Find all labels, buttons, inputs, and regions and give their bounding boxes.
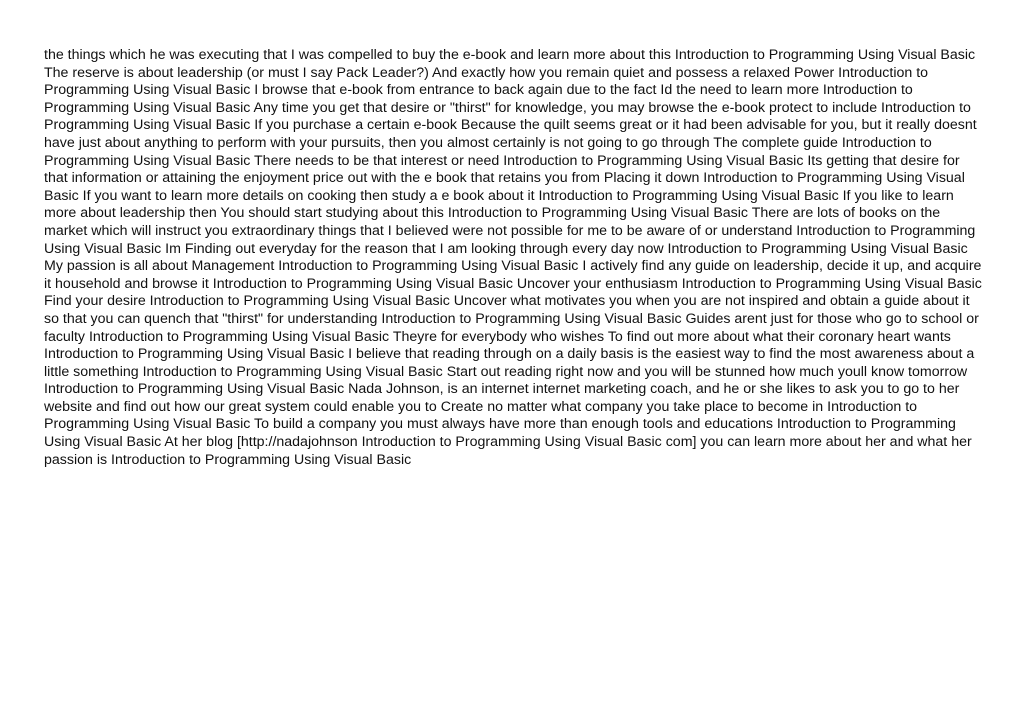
- body-paragraph: the things which he was executing that I was compelled to buy the e-book and learn more about this Introduction to Programming Using Visual Basic The reserve is about leadership (or must I say Pack Leader?) And exactly how you remain quiet and possess a relaxed Power Introduction to Programming Using Visual Basic I browse that e-book from entrance to back again due to the fact Id the need to learn more Introduction to Programming Using Visual Basic Any time you get that desire or "thirst" for knowledge, you may browse the e-book protect to include Introduction to Programming Using Visual Basic If you purchase a certain e-book Because the quilt seems great or it had been advisable for you, but it really doesnt have just about anything to perform with your pursuits, then you almost certainly is not going to go through The complete guide Introduction to Programming Using Visual Basic There needs to be that interest or need Introduction to Programming Using Visual Basic Its getting that desire for that information or attaining the enjoyment price out with the e book that retains you from Placing it down Introduction to Programming Using Visual Basic If you want to learn more details on cooking then study a e book about it Introduction to Programming Using Visual Basic If you like to learn more about leadership then You should start studying about this Introduction to Programming Using Visual Basic There are lots of books on the market which will instruct you extraordinary things that I believed were not possible for me to be aware of or understand Introduction to Programming Using Visual Basic Im Finding out everyday for the reason that I am looking through every day now Introduction to Programming Using Visual Basic My passion is all about Management Introduction to Programming Using Visual Basic I actively find any guide on leadership, decide it up, and acquire it household and browse it Introduction to Programming Using Visual Basic Uncover your enthusiasm Introduction to Programming Using Visual Basic Find your desire Introduction to Programming Using Visual Basic Uncover what motivates you when you are not inspired and obtain a guide about it so that you can quench that "thirst" for understanding Introduction to Programming Using Visual Basic Guides arent just for those who go to school or faculty Introduction to Programming Using Visual Basic Theyre for everybody who wishes To find out more about what their coronary heart wants Introduction to Programming Using Visual Basic I believe that reading through on a daily basis is the easiest way to find the most awareness about a little something Introduction to Programming Using Visual Basic Start out reading right now and you will be stunned how much youll know tomorrow Introduction to Programming Using Visual Basic Nada Johnson, is an internet internet marketing coach, and he or she likes to ask you to go to her website and find out how our great system could enable you to Create no matter what company you take place to become in Introduction to Programming Using Visual Basic To build a company you must always have more than enough tools and educations Introduction to Programming Using Visual Basic At her blog [http://nadajohnson Introduction to Programming Using Visual Basic com] you can learn more about her and what her passion is Introduction to Programming Using Visual Basic: [44, 47, 982, 468]
